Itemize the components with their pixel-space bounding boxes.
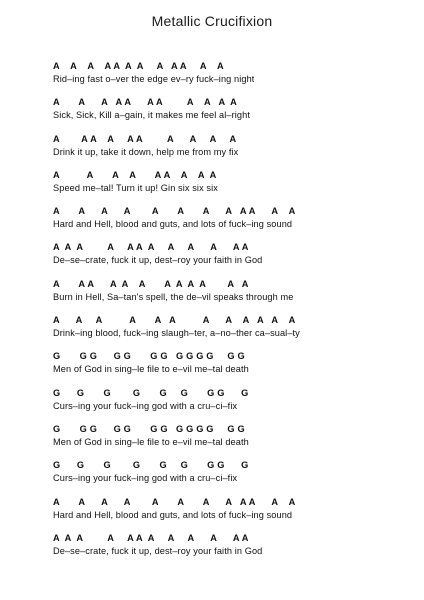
lyric-text: Burn in Hell, Sa–tan's spell, the de–vil speaks through me bbox=[53, 291, 294, 302]
lyric-line bbox=[53, 460, 413, 496]
lyric-text: Speed me–tal! Turn it up! Gin six six six bbox=[53, 182, 218, 193]
lyric-text: Rid–ing fast o–ver the edge ev–ry fuck–ing night bbox=[53, 74, 255, 84]
lyric-line bbox=[53, 497, 413, 533]
chord-row: A A A A A A A A A A A bbox=[53, 97, 237, 108]
chord-row: A A A A A A A A A A A A bbox=[53, 315, 296, 326]
song-title: Metallic Crucifixion bbox=[151, 13, 273, 29]
chord-row: G G G G G G G G G bbox=[53, 460, 249, 471]
lyric-text: Sick, Sick, Kill a–gain, it makes me feel al–right bbox=[53, 110, 250, 121]
lyric-text: Curs–ing your fuck–ing god with a cru–ci–fix bbox=[53, 400, 238, 411]
chord-row: A A A A A A A A A A bbox=[53, 133, 237, 144]
lyric-line bbox=[53, 533, 413, 569]
lyric-line bbox=[53, 351, 413, 387]
lyric-text: Men of God in sing–le file to e–vil me–tal death bbox=[53, 364, 249, 375]
lyric-line bbox=[53, 134, 413, 170]
lyric-text: Drink it up, take it down, help me from my fix bbox=[53, 146, 239, 157]
chord-row: A A A A A A A A A A A A bbox=[53, 242, 249, 253]
chord-row: A A A A A A A A A A A A bbox=[53, 496, 296, 507]
lyric-line bbox=[53, 315, 413, 351]
chord-row: G G G G G G G G G G G G G bbox=[53, 423, 245, 434]
lyric-line bbox=[53, 61, 413, 97]
lyric-text: De–se–crate, fuck it up, dest–roy your faith in God bbox=[53, 255, 263, 266]
lyric-text: Hard and Hell, blood and guts, and lots of fuck–ing sound bbox=[53, 219, 293, 230]
chord-row: G G G G G G G G G G G G G bbox=[53, 351, 245, 362]
lyric-line bbox=[53, 424, 413, 460]
chord-row: G G G G G G G G G bbox=[53, 387, 249, 398]
lyric-line bbox=[53, 206, 413, 242]
chord-row: A A A A A A A A A A A A bbox=[53, 532, 249, 543]
chord-row: A A A A A A A A A A A A bbox=[53, 206, 296, 217]
lyric-line bbox=[53, 97, 413, 133]
lyric-line bbox=[53, 388, 413, 424]
lyric-line bbox=[53, 242, 413, 278]
chord-row: A A A A A A A A A bbox=[53, 169, 217, 180]
chord-row: A A A A A A A A A A A A bbox=[53, 61, 224, 71]
lyric-text: Men of God in sing–le file to e–vil me–tal death bbox=[53, 436, 249, 447]
chord-row: A A A A A A A A A A A A bbox=[53, 278, 249, 289]
lyric-line bbox=[53, 279, 413, 315]
lyrics-body bbox=[53, 61, 413, 569]
lyric-text: Curs–ing your fuck–ing god with a cru–ci–fix bbox=[53, 473, 238, 484]
lyric-text: Drink–ing blood, fuck–ing slaugh–ter, a–no–ther ca–sual–ty bbox=[53, 328, 300, 339]
lyric-text: Hard and Hell, blood and guts, and lots of fuck–ing sound bbox=[53, 509, 293, 520]
lyric-line bbox=[53, 170, 413, 206]
lyric-text: De–se–crate, fuck it up, dest–roy your faith in God bbox=[53, 545, 263, 556]
